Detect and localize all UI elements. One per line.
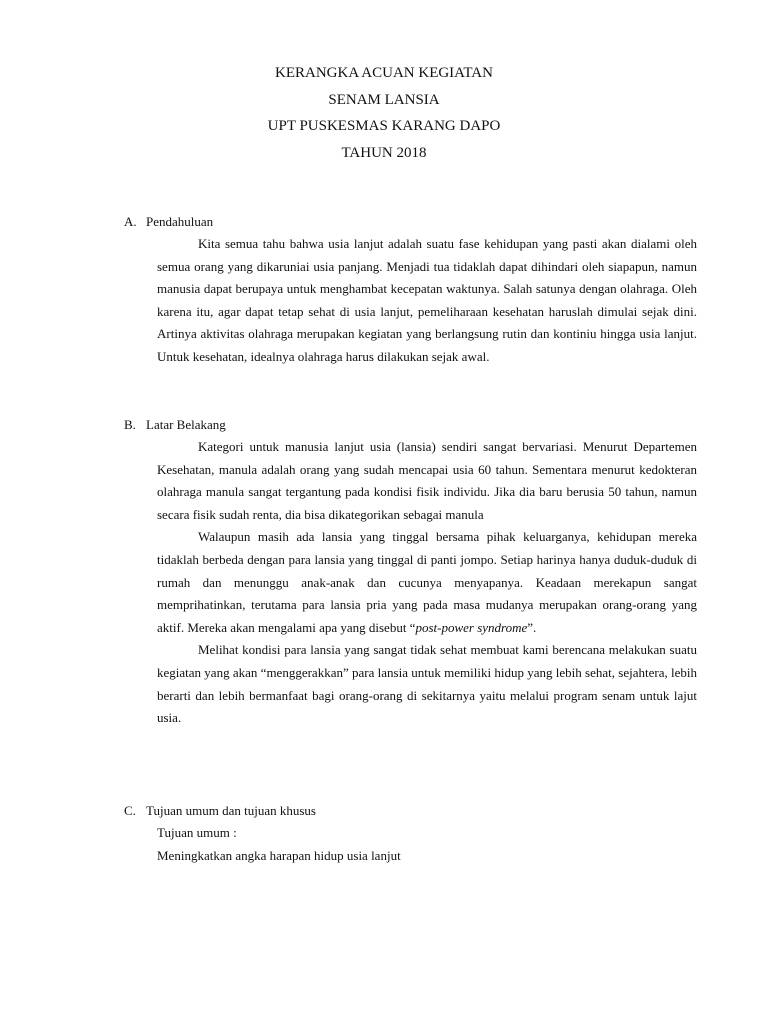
section-heading — [0, 800, 768, 822]
section-tujuan — [0, 800, 768, 867]
section-pendahuluan — [0, 211, 768, 369]
paragraph: Kategori untuk manusia lanjut usia (lansia) sendiri sangat bervariasi. Menurut Departemen Kesehatan, manula adalah orang yang sudah mencapai usia 60 tahun. Sementara menurut kedokteran olahraga manula sangat tergantung pada kondisi fisik individu. Jika dia baru berusia 50 tahun, namun secara fisik sudah renta, dia bisa dikategorikan sebagai manula — [157, 439, 697, 522]
title-line-2: SENAM LANSIA — [328, 91, 440, 108]
document-title — [0, 60, 768, 166]
title-line-4: TAHUN 2018 — [341, 144, 427, 161]
paragraph: Melihat kondisi para lansia yang sangat tidak sehat membuat kami berencana melakukan suatu kegiatan yang akan “menggerakkan” para lansia untuk memiliki hidup yang lebih sehat, sejahtera, lebih berarti dan lebih bermanfaat bagi orang-orang di sekitarnya yaitu melalui program senam untuk lajut usia. — [157, 642, 697, 726]
paragraph — [157, 526, 697, 639]
subheading: Tujuan umum : — [157, 825, 237, 840]
italic-term: post-power syndrome — [415, 619, 528, 635]
title-line-3: UPT PUSKESMAS KARANG DAPO — [267, 118, 501, 134]
section-heading — [0, 211, 768, 233]
section-title: Latar Belakang — [146, 417, 226, 432]
section-letter: C. — [124, 803, 136, 818]
section-heading — [0, 414, 768, 436]
term-suffix: ”. — [527, 619, 537, 635]
section-letter: A. — [124, 214, 137, 229]
section-title: Tujuan umum dan tujuan khusus — [146, 803, 316, 818]
paragraph-text: Walaupun masih ada lansia yang tinggal bersama pihak keluarganya, kehidupan mereka tidaklah berbeda dengan para lansia yang tinggal di panti jompo. Setiap harinya hanya duduk-duduk di rumah dan menunggu anak-anak dan cucunya menyapanya. Keadaan merekapun sangat memprihatinkan, terutama para lansia pria yang pada masa mudanya merupakan orang-orang yang aktif. Mereka akan mengalami apa yang disebut “ — [157, 529, 697, 635]
section-title: Pendahuluan — [146, 214, 214, 229]
section-letter: B. — [124, 417, 136, 432]
paragraph: Kita semua tahu bahwa usia lanjut adalah suatu fase kehidupan yang pasti akan dialami oleh semua orang yang dikaruniai usia panjang. Menjadi tua tidaklah dapat dihindari oleh siapapun, namun manusia dapat berupaya untuk menghambat kecepatan waktunya. Salah satunya dengan olahraga. Oleh karena itu, agar dapat tetap sehat di usia lanjut, pemeliharaan kesehatan haruslah dimulai sejak dini. Artinya aktivitas olahraga merupakan kegiatan yang berlangsung rutin dan kontiniu hingga usia lanjut. Untuk kesehatan, idealnya olahraga harus dilakukan sejak awal. — [157, 236, 697, 364]
objective-text: Meningkatkan angka harapan hidup usia lanjut — [157, 847, 401, 863]
section-latar-belakang — [0, 414, 768, 730]
title-line-1: KERANGKA ACUAN KEGIATAN — [275, 65, 493, 81]
